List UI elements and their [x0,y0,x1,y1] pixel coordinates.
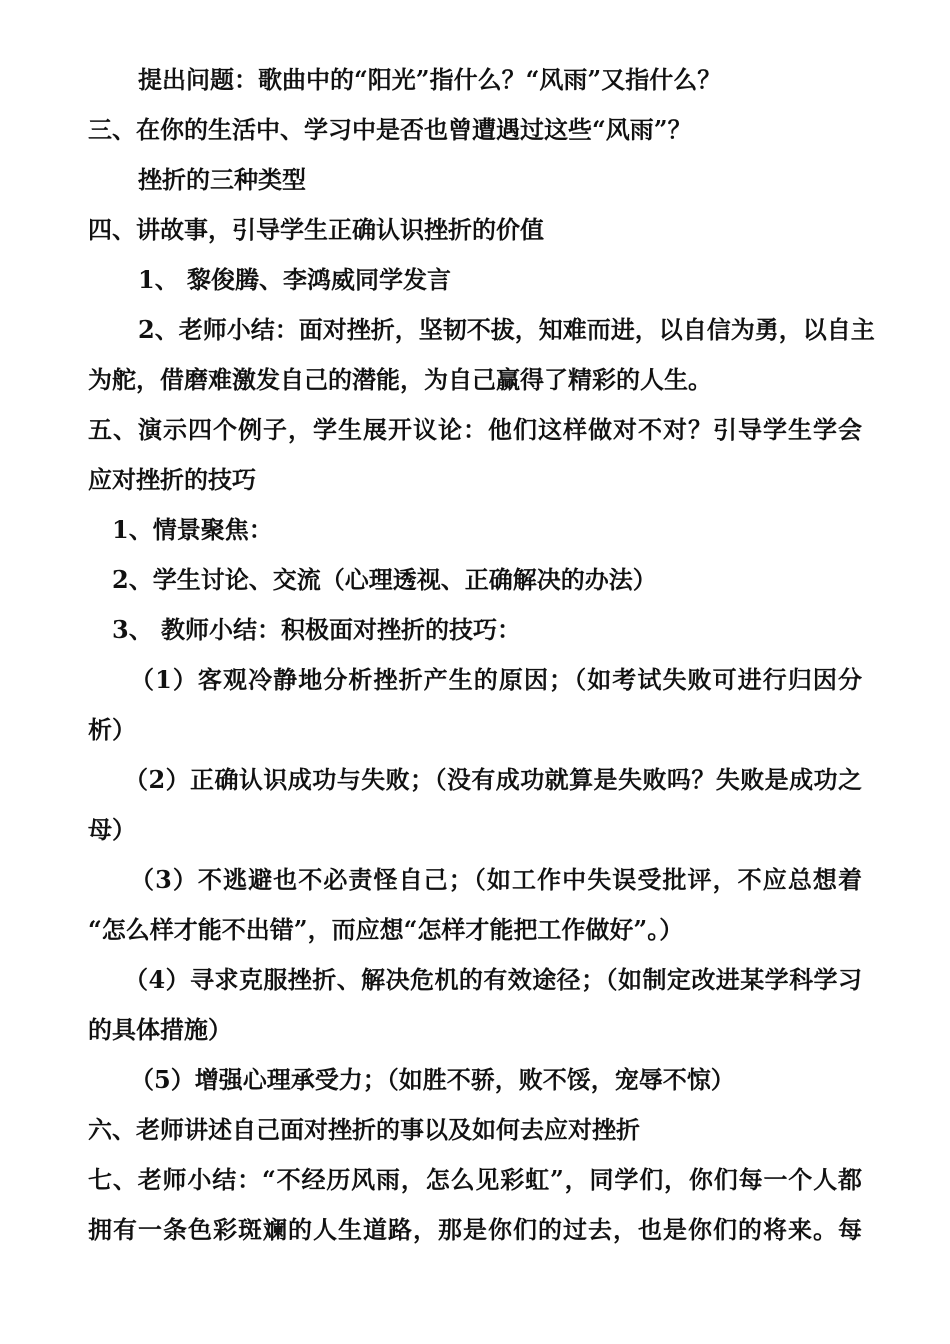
text-line-section-5-cont: 应对挫折的技巧 [88,465,256,494]
text-line-section-7-cont: 拥有一条色彩斑斓的人生道路，那是你们的过去，也是你们的将来。每 [88,1215,862,1244]
text-line-section-7: 七、老师小结：“不经历风雨，怎么见彩虹”，同学们，你们每一个人都 [88,1165,862,1194]
text-line-tip-3-cont: “怎么样才能不出错”，而应想“怎样才能把工作做好”。） [88,915,684,944]
text-line-section-4: 四、讲故事，引导学生正确认识挫折的价值 [88,215,544,244]
text-line-section-5: 五、演示四个例子，学生展开议论：他们这样做对不对？引导学生学会 [88,415,862,444]
text-line-tip-2: （2）正确认识成功与失败；（没有成功就算是失败吗？失败是成功之 [124,765,862,794]
text-line-4-item-1: 1、 黎俊腾、李鸿威同学发言 [138,265,452,294]
text-line-4-item-2-cont: 为舵，借磨难激发自己的潜能，为自己赢得了精彩的人生。 [88,365,712,394]
text-line-section-3: 三、在你的生活中、学习中是否也曾遭遇过这些“风雨”？ [88,115,692,144]
text-line-tip-2-cont: 母） [88,815,136,844]
text-line-4-item-2: 2、老师小结：面对挫折，坚韧不拔，知难而进，以自信为勇，以自主 [138,315,875,344]
text-line-5-item-2: 2、学生讨论、交流（心理透视、正确解决的办法） [112,565,657,594]
text-line-section-6: 六、老师讲述自己面对挫折的事以及如何去应对挫折 [88,1115,640,1144]
text-line-tip-4: （4）寻求克服挫折、解决危机的有效途径；（如制定改进某学科学习 [124,965,862,994]
text-line-question: 提出问题：歌曲中的“阳光”指什么？“风雨”又指什么？ [138,65,722,94]
text-line-tip-3: （3）不逃避也不必责怪自己；（如工作中失误受批评，不应总想着 [130,865,862,894]
text-line-tip-4-cont: 的具体措施） [88,1015,232,1044]
text-line-tip-1-cont: 析） [88,715,136,744]
text-line-5-item-3: 3、 教师小结：积极面对挫折的技巧： [112,615,522,644]
text-line-frustration-types: 挫折的三种类型 [138,165,306,194]
text-line-tip-5: （5）增强心理承受力；（如胜不骄，败不馁，宠辱不惊） [130,1065,735,1094]
text-line-tip-1: （1）客观冷静地分析挫折产生的原因；（如考试失败可进行归因分 [130,665,862,694]
text-line-5-item-1: 1、情景聚焦： [112,515,273,544]
